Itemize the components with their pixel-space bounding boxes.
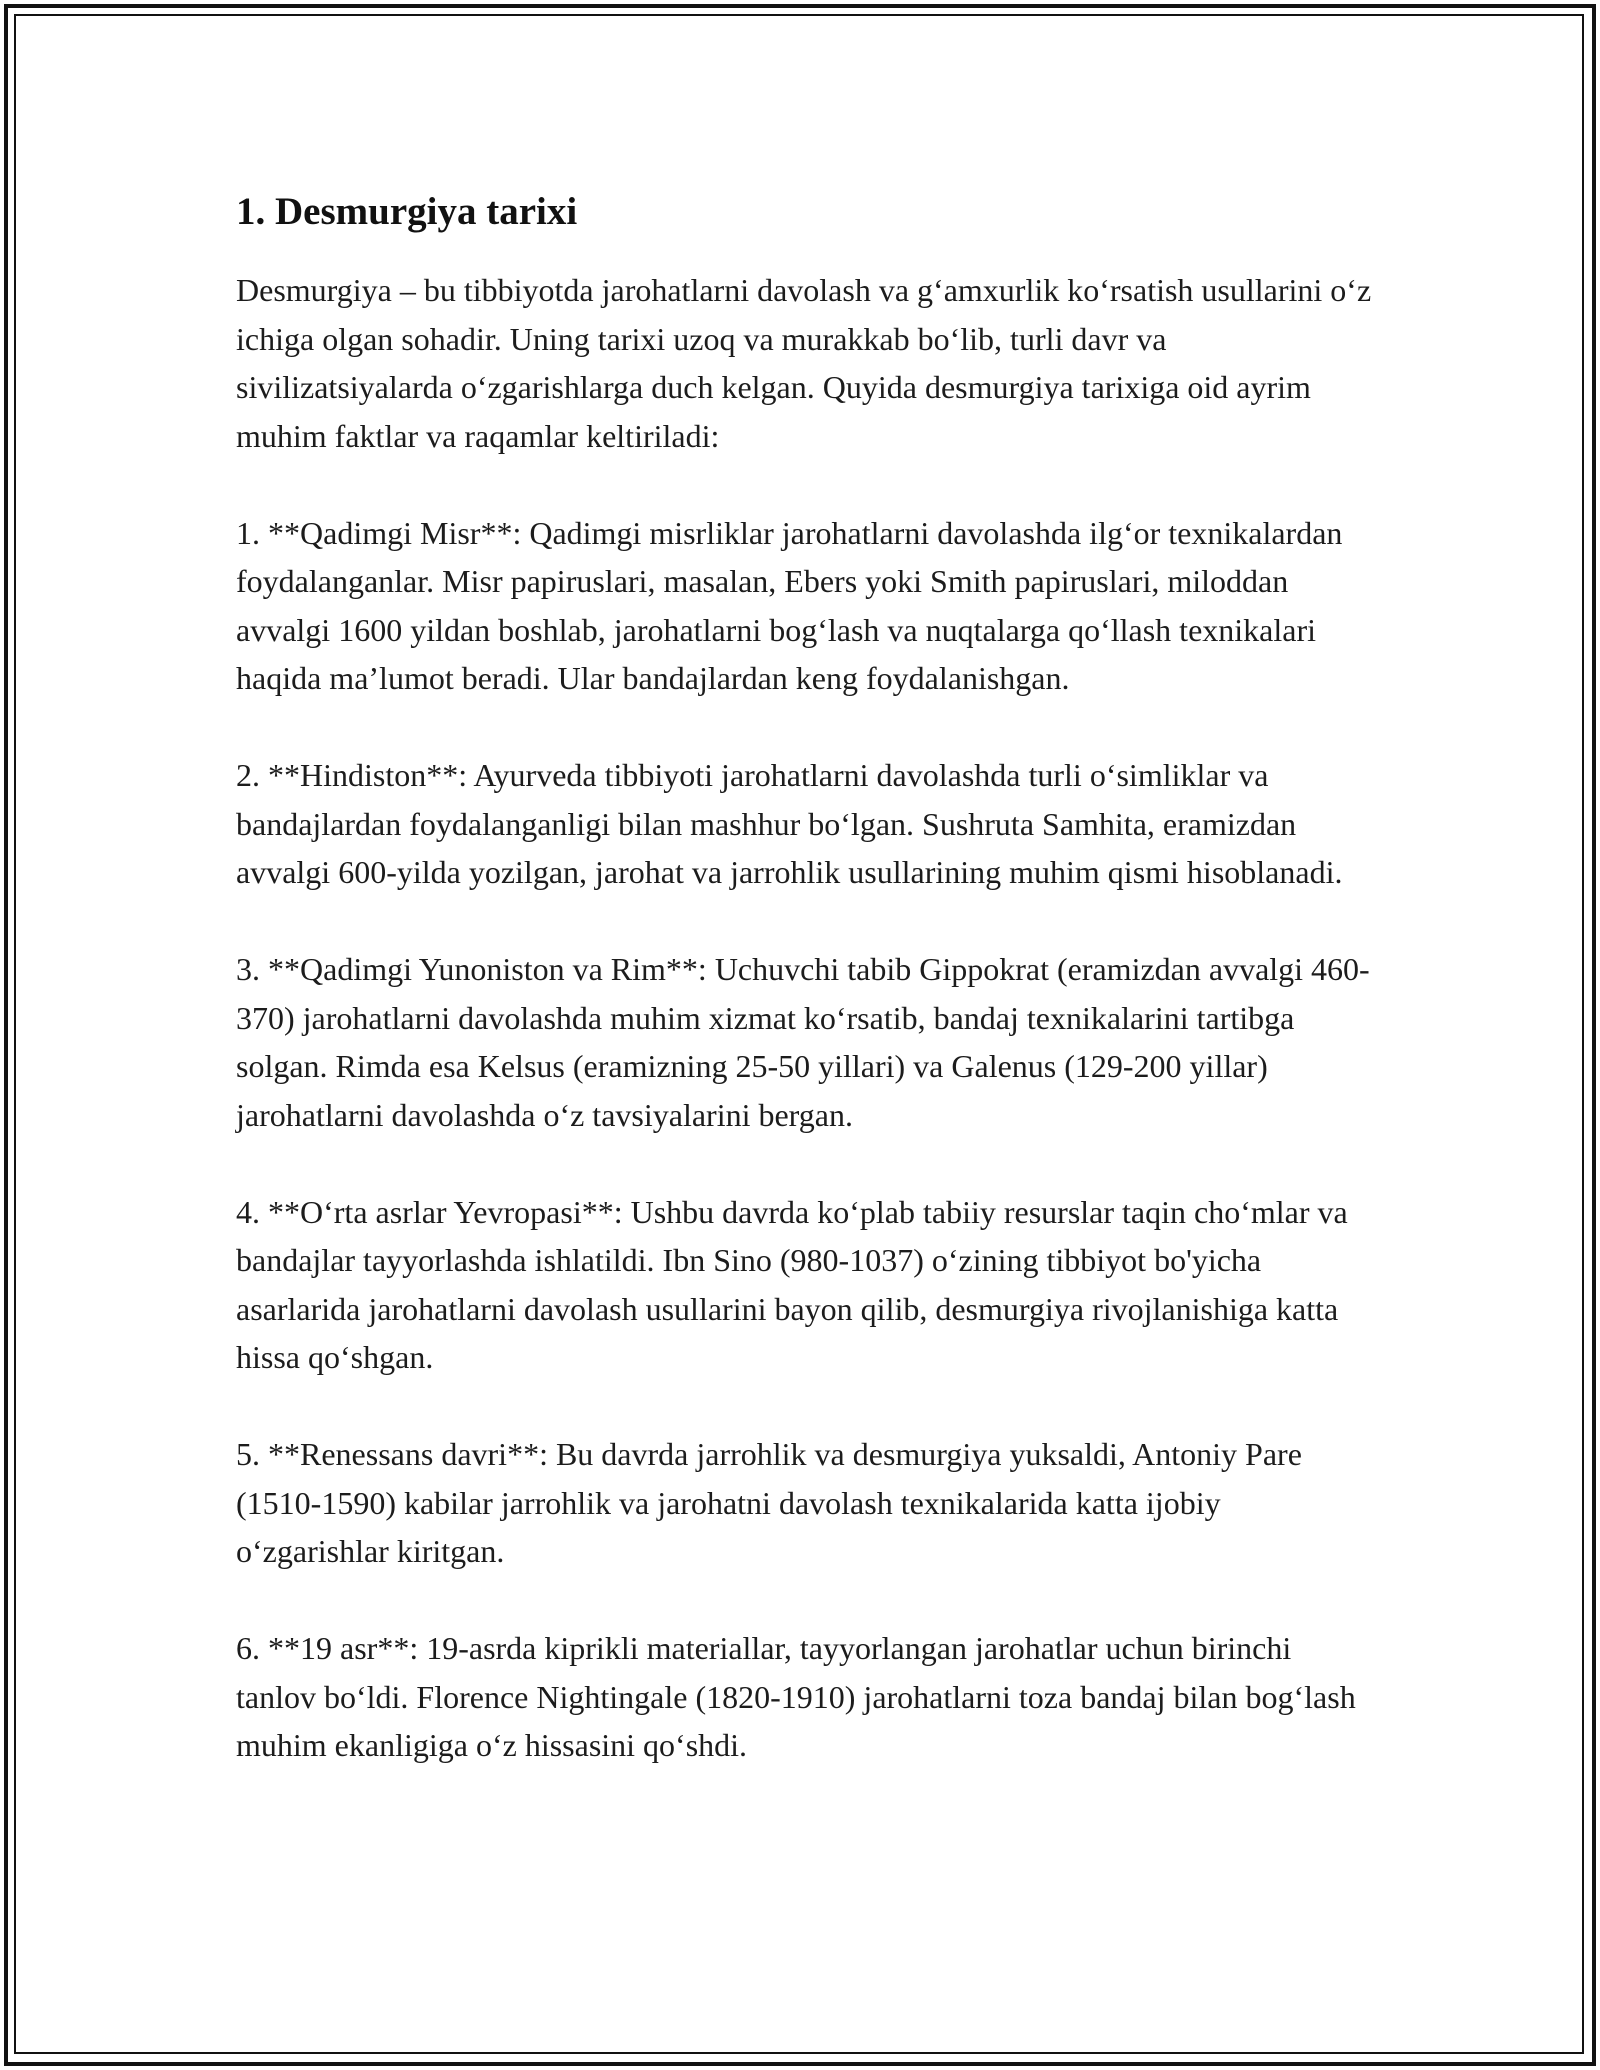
list-item-19th-century: 6. **19 asr**: 19-asrda kiprikli materiallar, tayyorlangan jarohatlar uchun birinchi tanlov bo‘ldi. Florence Nightingale (1820-1910) jarohatlarni toza bandaj bilan bog‘lash muhim ekanligiga o‘z hissasini qo‘shdi.: [236, 1630, 1356, 1763]
list-item-renaissance: 5. **Renessans davri**: Bu davrda jarrohlik va desmurgiya yuksaldi, Antoniy Pare (1510-1590) kabilar jarrohlik va jarohatni davolash texnikalarida katta ijobiy o‘zgarishlar kiritgan.: [236, 1436, 1302, 1569]
list-item-medieval-europe: 4. **O‘rta asrlar Yevropasi**: Ushbu davrda ko‘plab tabiiy resurslar taqin cho‘mlar va bandajlar tayyorlashda ishlatildi. Ibn Sino (980-1037) o‘zining tibbiyot bo'yicha asarlarida jarohatlarni davolash usullarini bayon qilib, desmurgiya rivojlanishiga katta hissa qo‘shgan.: [236, 1193, 1348, 1375]
section-heading: 1. Desmurgiya tarixi: [236, 190, 578, 233]
list-item-india: 2. **Hindiston**: Ayurveda tibbiyoti jarohatlarni davolashda turli o‘simliklar va bandajlardan foydalanganligi bilan mashhur bo‘lgan. Sushruta Samhita, eramizdan avvalgi 600-yilda yozilgan, jarohat va jarrohlik usullarining muhim qismi hisoblanadi.: [236, 757, 1343, 890]
list-item-ancient-egypt: 1. **Qadimgi Misr**: Qadimgi misrliklar jarohatlarni davolashda ilg‘or texnikalardan foydalanganlar. Misr papiruslari, masalan, Ebers yoki Smith papiruslari, miloddan avvalgi 1600 yildan boshlab, jarohatlarni bog‘lash va nuqtalarga qo‘llash texnikalari haqida ma’lumot beradi. Ular bandajlardan keng foydalanishgan.: [236, 514, 1343, 696]
list-item-greece-rome: 3. **Qadimgi Yunoniston va Rim**: Uchuvchi tabib Gippokrat (eramizdan avvalgi 460-370) jarohatlarni davolashda muhim xizmat ko‘rsatib, bandaj texnikalarini tartibga solgan. Rimda esa Kelsus (eramizning 25-50 yillari) va Galenus (129-200 yillar) jarohatlarni davolashda o‘z tavsiyalarini bergan.: [236, 951, 1370, 1133]
document-body: [236, 186, 1376, 1818]
intro-paragraph: Desmurgiya – bu tibbiyotda jarohatlarni davolash va g‘amxurlik ko‘rsatish usullarini o‘z ichiga olgan sohadir. Uning tarixi uzoq va murakkab bo‘lib, turli davr va sivilizatsiyalarda o‘zgarishlarga duch kelgan. Quyida desmurgiya tarixiga oid ayrim muhim faktlar va raqamlar keltiriladi:: [236, 272, 1372, 454]
